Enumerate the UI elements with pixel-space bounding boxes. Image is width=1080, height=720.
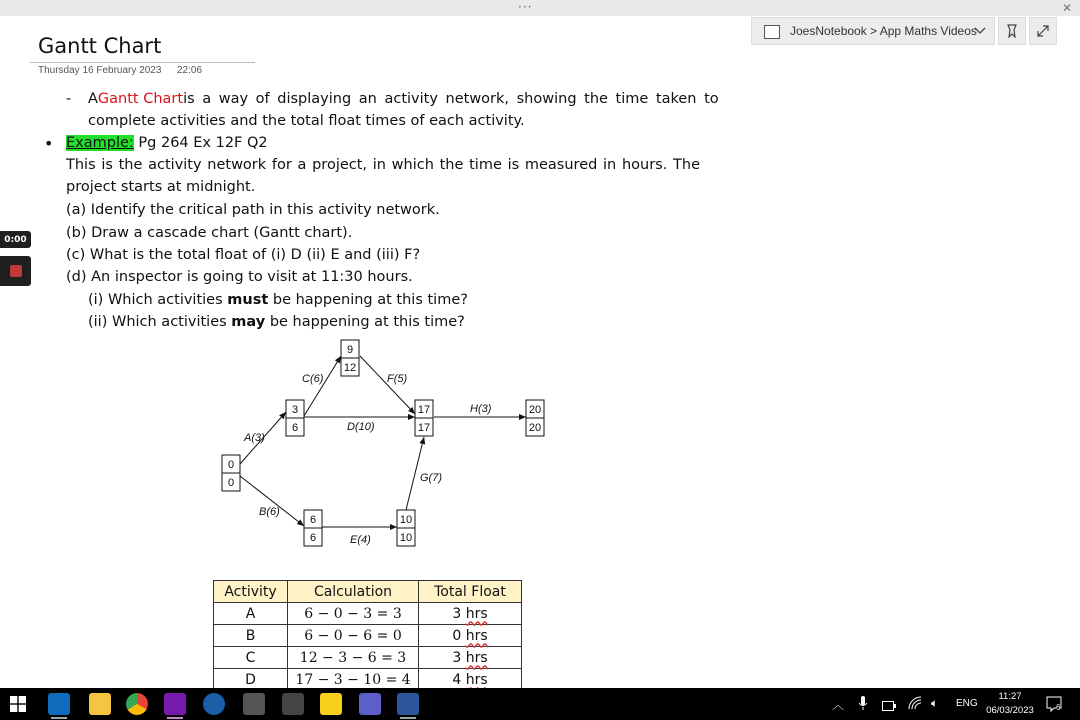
word-running-indicator bbox=[400, 717, 416, 719]
question-a[interactable]: (a) Identify the critical path in this activity network. bbox=[66, 202, 440, 218]
language-indicator[interactable]: ENG bbox=[956, 698, 978, 709]
earliest-time: 3 bbox=[291, 404, 299, 416]
clock-time: 11:27 bbox=[998, 691, 1022, 702]
teams-icon[interactable] bbox=[359, 693, 381, 715]
earliest-time: 20 bbox=[528, 404, 542, 416]
cell-activity: C bbox=[214, 647, 288, 669]
outlook-running-indicator bbox=[51, 717, 67, 719]
question-line-1[interactable]: This is the activity network for a project, in which the time is measured in hours. The bbox=[66, 157, 700, 173]
cell-calculation: 12 − 3 − 6 = 3 bbox=[288, 647, 419, 669]
label-b: B(6) bbox=[259, 506, 280, 518]
intro-rest: is a way of displaying an activity network, showing the time taken to bbox=[183, 91, 719, 107]
cell-float bbox=[419, 625, 522, 647]
example-label: Example: bbox=[66, 135, 134, 151]
float-value: 4 bbox=[452, 671, 462, 688]
clock-date: 06/03/2023 bbox=[986, 705, 1034, 716]
show-hidden-icons-icon[interactable]: ︿ bbox=[832, 698, 845, 712]
table-header-row bbox=[214, 581, 522, 603]
earliest-time: 10 bbox=[399, 514, 413, 526]
d-ii-pre: (ii) Which activities bbox=[88, 314, 227, 330]
page-date: Thursday 16 February 2023 bbox=[38, 65, 162, 76]
word-icon[interactable] bbox=[397, 693, 419, 715]
cell-float bbox=[419, 603, 522, 625]
intro-line-2[interactable]: complete activities and the total float times of each activity. bbox=[88, 113, 525, 129]
activity-network-diagram[interactable] bbox=[200, 335, 560, 550]
cell-activity: A bbox=[214, 603, 288, 625]
table-row bbox=[214, 625, 522, 647]
cell-calculation: 17 − 3 − 10 = 4 bbox=[288, 669, 419, 691]
earliest-time: 9 bbox=[346, 344, 354, 356]
latest-time: 6 bbox=[309, 532, 317, 544]
file-explorer-icon[interactable] bbox=[89, 693, 111, 715]
latest-time: 6 bbox=[291, 422, 299, 434]
d-i-bold: must bbox=[227, 292, 269, 308]
question-line-2[interactable]: project starts at midnight. bbox=[66, 179, 256, 195]
calculator-icon[interactable] bbox=[243, 693, 265, 715]
title-divider bbox=[30, 62, 255, 63]
dash-bullet: - bbox=[66, 91, 72, 107]
latest-time: 20 bbox=[528, 422, 542, 434]
recording-timer: 0:00 bbox=[0, 231, 31, 248]
edge-icon[interactable] bbox=[203, 693, 225, 715]
cell-float bbox=[419, 647, 522, 669]
window-title-bar bbox=[0, 0, 1080, 16]
label-a: A(3) bbox=[244, 432, 265, 444]
microphone-icon[interactable] bbox=[858, 695, 868, 716]
onenote-icon[interactable] bbox=[164, 693, 186, 715]
arrow-b bbox=[240, 476, 304, 526]
chevron-down-icon[interactable] bbox=[974, 22, 986, 43]
total-float-table[interactable] bbox=[213, 580, 522, 691]
device-icon[interactable] bbox=[282, 693, 304, 715]
latest-time: 12 bbox=[343, 362, 357, 374]
label-g: G(7) bbox=[420, 472, 442, 484]
cell-activity: D bbox=[214, 669, 288, 691]
latest-time: 10 bbox=[399, 532, 413, 544]
notebook-breadcrumb[interactable] bbox=[751, 17, 995, 45]
float-value: 0 bbox=[452, 627, 462, 644]
earliest-time: 0 bbox=[227, 459, 235, 471]
event-node bbox=[341, 340, 359, 376]
stop-icon bbox=[10, 265, 22, 277]
float-unit: hrs bbox=[465, 627, 488, 644]
notebook-icon bbox=[764, 25, 780, 39]
float-unit: hrs bbox=[465, 605, 488, 622]
float-unit: hrs bbox=[465, 671, 488, 688]
earliest-time: 17 bbox=[417, 404, 431, 416]
float-unit: hrs bbox=[465, 649, 488, 666]
page-time: 22:06 bbox=[177, 65, 203, 76]
gantt-chart-term: Gantt Chart bbox=[97, 91, 184, 107]
header-calculation: Calculation bbox=[288, 581, 419, 603]
wifi-icon[interactable] bbox=[908, 696, 922, 715]
label-f: F(5) bbox=[387, 373, 408, 385]
stop-recording-button[interactable] bbox=[0, 256, 31, 286]
header-activity: Activity bbox=[214, 581, 288, 603]
bookmark-button[interactable] bbox=[998, 17, 1026, 45]
earliest-time: 6 bbox=[309, 514, 317, 526]
notebook-path: JoesNotebook > App Maths Videos bbox=[790, 24, 977, 38]
arrow-f bbox=[360, 356, 415, 414]
example-line[interactable] bbox=[66, 135, 268, 151]
question-c[interactable]: (c) What is the total float of (i) D (ii) E and (iii) F? bbox=[66, 247, 421, 263]
cell-calculation: 6 − 0 − 6 = 0 bbox=[288, 625, 419, 647]
question-d-ii[interactable] bbox=[88, 314, 465, 330]
label-d: D(10) bbox=[347, 421, 375, 433]
table-row bbox=[214, 647, 522, 669]
label-h: H(3) bbox=[470, 403, 492, 415]
windows-start-icon[interactable] bbox=[10, 696, 26, 712]
d-i-pre: (i) Which activities bbox=[88, 292, 223, 308]
cell-activity: B bbox=[214, 625, 288, 647]
notebook-nav bbox=[751, 17, 1061, 45]
cell-calculation: 6 − 0 − 3 = 3 bbox=[288, 603, 419, 625]
example-reference: Pg 264 Ex 12F Q2 bbox=[138, 135, 268, 151]
event-node bbox=[286, 400, 304, 436]
bullet-dot: • bbox=[44, 134, 54, 153]
taskbar bbox=[0, 688, 1080, 720]
d-ii-post: be happening at this time? bbox=[269, 314, 465, 330]
float-value: 3 bbox=[452, 649, 462, 666]
question-d-i[interactable] bbox=[88, 292, 468, 308]
latest-time: 17 bbox=[417, 422, 431, 434]
expand-icon bbox=[1036, 24, 1050, 38]
d-ii-bold: may bbox=[231, 314, 266, 330]
page-title[interactable]: Gantt Chart bbox=[38, 34, 162, 58]
header-total-float: Total Float bbox=[419, 581, 522, 603]
intro-line-1[interactable] bbox=[88, 91, 719, 107]
battery-icon[interactable] bbox=[882, 698, 896, 716]
label-c: C(6) bbox=[302, 373, 324, 385]
bookmark-icon bbox=[1006, 24, 1018, 38]
notification-count: 6 bbox=[1056, 703, 1061, 712]
sticky-notes-icon[interactable] bbox=[320, 693, 342, 715]
question-b[interactable]: (b) Draw a cascade chart (Gantt chart). bbox=[66, 225, 353, 241]
outlook-icon[interactable] bbox=[48, 693, 70, 715]
arrow-c bbox=[304, 356, 341, 416]
table-row bbox=[214, 603, 522, 625]
expand-button[interactable] bbox=[1029, 17, 1057, 45]
event-node bbox=[222, 455, 240, 491]
close-icon[interactable]: ✕ bbox=[1061, 1, 1072, 15]
volume-icon[interactable]: 🔈︎ bbox=[931, 696, 939, 710]
onenote-running-indicator bbox=[167, 717, 183, 719]
latest-time: 0 bbox=[227, 477, 235, 489]
label-e: E(4) bbox=[350, 534, 371, 546]
event-node bbox=[304, 510, 322, 546]
intro-a: A bbox=[88, 91, 98, 107]
chrome-icon[interactable] bbox=[126, 693, 148, 715]
more-options-icon[interactable]: ··· bbox=[518, 0, 533, 14]
system-clock[interactable] bbox=[986, 691, 1034, 716]
question-d[interactable]: (d) An inspector is going to visit at 11:30 hours. bbox=[66, 269, 413, 285]
event-node bbox=[526, 400, 544, 436]
d-i-post: be happening at this time? bbox=[272, 292, 468, 308]
event-node bbox=[397, 510, 415, 546]
float-value: 3 bbox=[452, 605, 462, 622]
event-node bbox=[415, 400, 433, 436]
